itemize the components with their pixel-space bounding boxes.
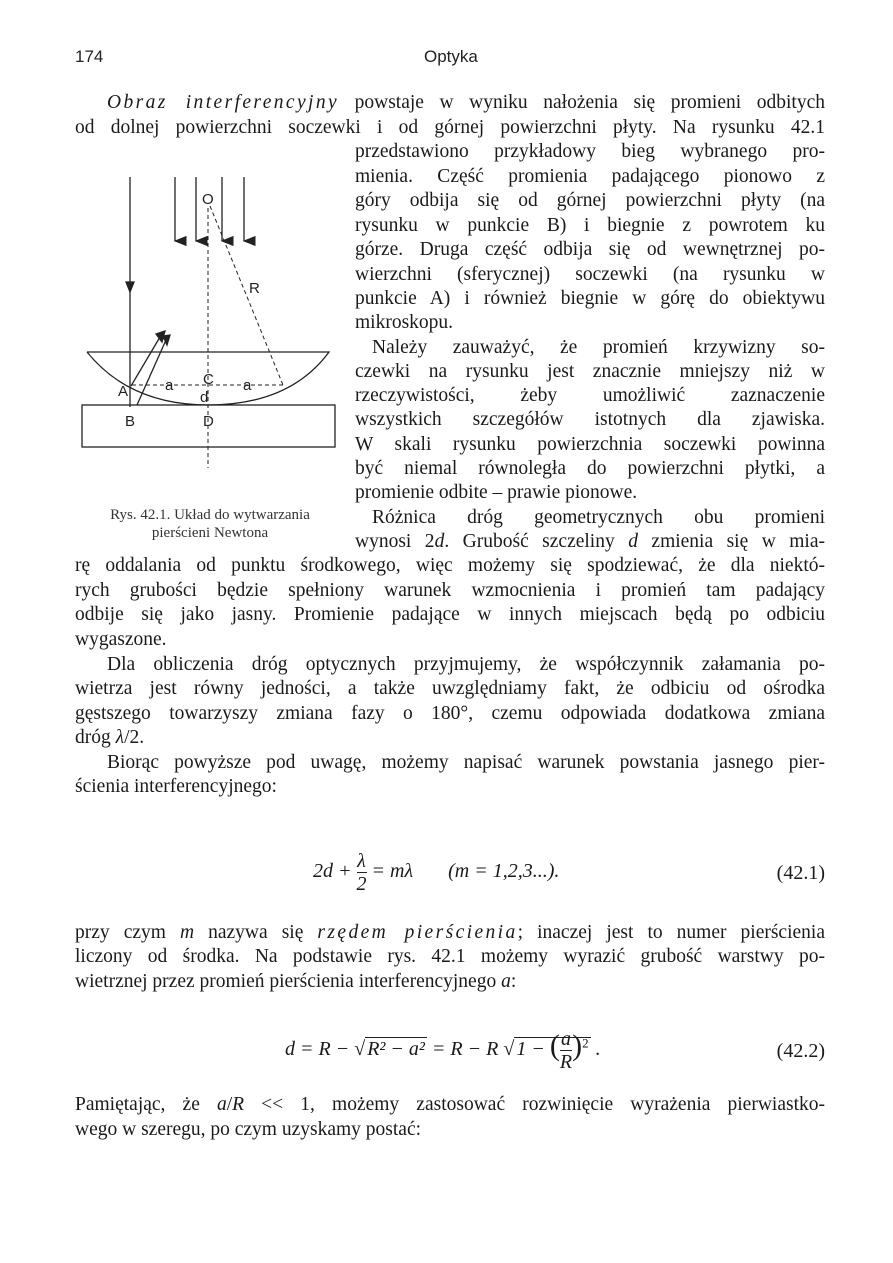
text-run: góry odbija się od górnej powierzchni płyty (na [355,190,825,211]
reflected-ray-a [131,337,160,386]
text-run: być niemal równoległa do powierzchni płytki, a [355,458,825,479]
reflected-ray-b [137,340,166,405]
text-run: liczony od środka. Na podstawie rys. 42.1 możemy wyrazić grubość warstwy po- [75,946,825,967]
emphasis-text: m [179,922,195,943]
text-run: mikroskopu. [355,312,454,333]
eq-condition: (m = 1,2,3...). [448,860,560,883]
eq-term: = mλ [371,860,414,883]
page-number: 174 [75,47,104,66]
text-line [355,530,825,554]
text-run: promienie odbite – prawie pionowe. [355,482,638,503]
figure-caption: Rys. 42.1. Układ do wytwarzania [110,507,310,523]
eq-exponent: 2 [582,1035,589,1051]
text-run: wynosi 2 [355,531,435,552]
text-line [355,481,825,505]
text-line [75,775,825,799]
eq-term: = R − R [426,1038,499,1061]
text-run: wietrza jest równy jedności, a także uwzględniamy fakt, że odbiciu od ośrodka [75,678,825,699]
equation-number: (42.1) [776,862,825,884]
text-run: wietrznej przez promień pierścienia interferencyjnego [75,971,502,992]
emphasis-text: a [501,971,511,992]
text-line [355,214,825,238]
label-R: R [249,280,260,297]
text-run: /2. [124,727,145,748]
text-run: od dolnej powierzchni soczewki i od górnej powierzchni płyty. Na rysunku 42.1 [75,117,825,138]
label-C: C [203,371,214,388]
equation-42-2: d = R − √ R² − a² = R − R √ 1 − ( $\frac{a}{R}$ )$^2$ . [285,1028,601,1073]
emphasis-text: d [434,531,445,552]
label-a-left: a [165,377,174,394]
text-run: wierzchni (sferycznej) soczewki (na rysunku w [355,264,825,285]
text-run: przy czym [75,922,180,943]
text-line [355,384,825,408]
eq-den: R [559,1051,573,1073]
text-line [355,457,825,481]
text-run: Biorąc powyższe pod uwagę, możemy napisać warunek powstania jasnego pier- [107,752,825,773]
text-line [75,921,825,945]
text-run: rych grubości będzie spełniony warunek wzmocnienia i promień tam padający [75,580,825,601]
eq-num: a [560,1028,571,1050]
text-run: punkcie A) i również biegnie w górę do obiektywu [355,288,825,309]
label-B: B [125,413,136,430]
text-run: przedstawiono przykładowy bieg wybranego pro- [355,141,825,162]
emphasis-text: R [232,1094,245,1115]
text-run: powstaje w wyniku nałożenia się promieni odbitych [339,92,825,113]
text-line [355,165,825,189]
emphasis-text: λ [115,727,125,748]
running-header: Optyka [424,47,478,66]
text-run: ; inaczej jest to numer pierścienia [517,922,825,943]
eq-term: . [590,1038,601,1061]
text-line [75,554,825,578]
text-run: Dla obliczenia dróg optycznych przyjmujemy, że współczynnik załamania po- [107,654,825,675]
eq-num: λ [357,850,366,872]
text-line [75,579,825,603]
text-line [107,751,825,775]
text-line [355,189,825,213]
label-D: D [203,413,214,430]
label-d: d [200,389,209,406]
emphasis-text: rzędem pierścienia [317,922,518,943]
text-run: odbije się jako jasny. Promienie padające w innych miejscach będą po odbiciu [75,604,825,625]
text-run: Różnica dróg geometrycznych obu promieni [372,507,825,528]
text-run: mienia. Część promienia padającego pionowo z [355,166,825,187]
text-line [355,408,825,432]
text-run: dróg [75,727,116,748]
text-run: << 1, możemy zastosować rozwinięcie wyrażenia pierwiastko- [244,1094,825,1115]
eq-term: d = R − [285,1038,355,1061]
text-line [372,506,825,530]
text-run: wego w szeregu, po czym uzyskamy postać: [75,1119,422,1140]
radius-line [210,206,283,385]
text-line [75,970,825,994]
text-line [75,677,825,701]
text-line [75,628,825,652]
text-line [355,263,825,287]
label-a-right: a [243,377,252,394]
text-line [75,1093,825,1117]
eq-den: 2 [356,873,367,895]
text-run: rysunku w punkcie B) i biegnie z powrotem ku [355,215,825,236]
text-line [355,238,825,262]
equation-number: (42.2) [776,1040,825,1062]
emphasis-text: d [628,531,638,552]
eq-paren: ) [572,1029,583,1063]
eq-paren: ( [549,1029,560,1063]
text-line [75,603,825,627]
emphasis-text: a [216,1094,227,1115]
text-run: czewki na rysunku jest znacznie mniejszy niż w [355,361,825,382]
eq-term: 1 − [516,1038,550,1061]
text-line [355,287,825,311]
text-line [75,1118,825,1142]
arrow-icon [126,282,134,292]
text-line [75,726,825,750]
text-run: W skali rysunku powierzchnia soczewki powinna [355,434,825,455]
text-run: nazywa się [194,922,318,943]
text-line [75,945,825,969]
text-run: wygaszone. [75,629,167,650]
text-run: Należy zauważyć, że promień krzywizny so- [372,337,825,358]
text-run: gęstszego towarzyszy zmiana fazy o 180°, czemu odpowiada dodatkowa zmiana [75,703,825,724]
text-run: rzeczywistości, żeby umożliwić zaznaczenie [355,385,825,406]
text-line [107,653,825,677]
text-line [372,336,825,360]
label-O: O [202,191,214,208]
label-A: A [118,383,129,400]
text-run: : [510,971,517,992]
text-run: . Grubość szczeliny [444,531,629,552]
text-run: ścienia interferencyjnego: [75,776,277,797]
text-line [355,360,825,384]
text-run: zmienia się w mia- [637,531,826,552]
text-run: rę oddalania od punktu środkowego, więc możemy się spodziewać, że dla niektó- [75,555,825,576]
text-line [75,702,825,726]
text-run: wszystkich szczegółów istotnych dla zjawiska. [355,409,825,430]
eq-radicand: R² − a² [367,1038,425,1061]
equation-42-1 [313,850,559,895]
figure-caption: pierścieni Newtona [151,525,269,541]
text-run: górze. Druga część odbija się od wewnętrznej po- [355,239,825,260]
text-line [355,433,825,457]
text-run: / [226,1094,233,1115]
text-line [355,140,825,164]
emphasis-text: Obraz interferencyjny [107,92,340,113]
text-run: Pamiętając, że [75,1094,217,1115]
text-line [355,311,825,335]
eq-term: 2d + [313,860,357,883]
figure-newton-rings [0,0,360,510]
